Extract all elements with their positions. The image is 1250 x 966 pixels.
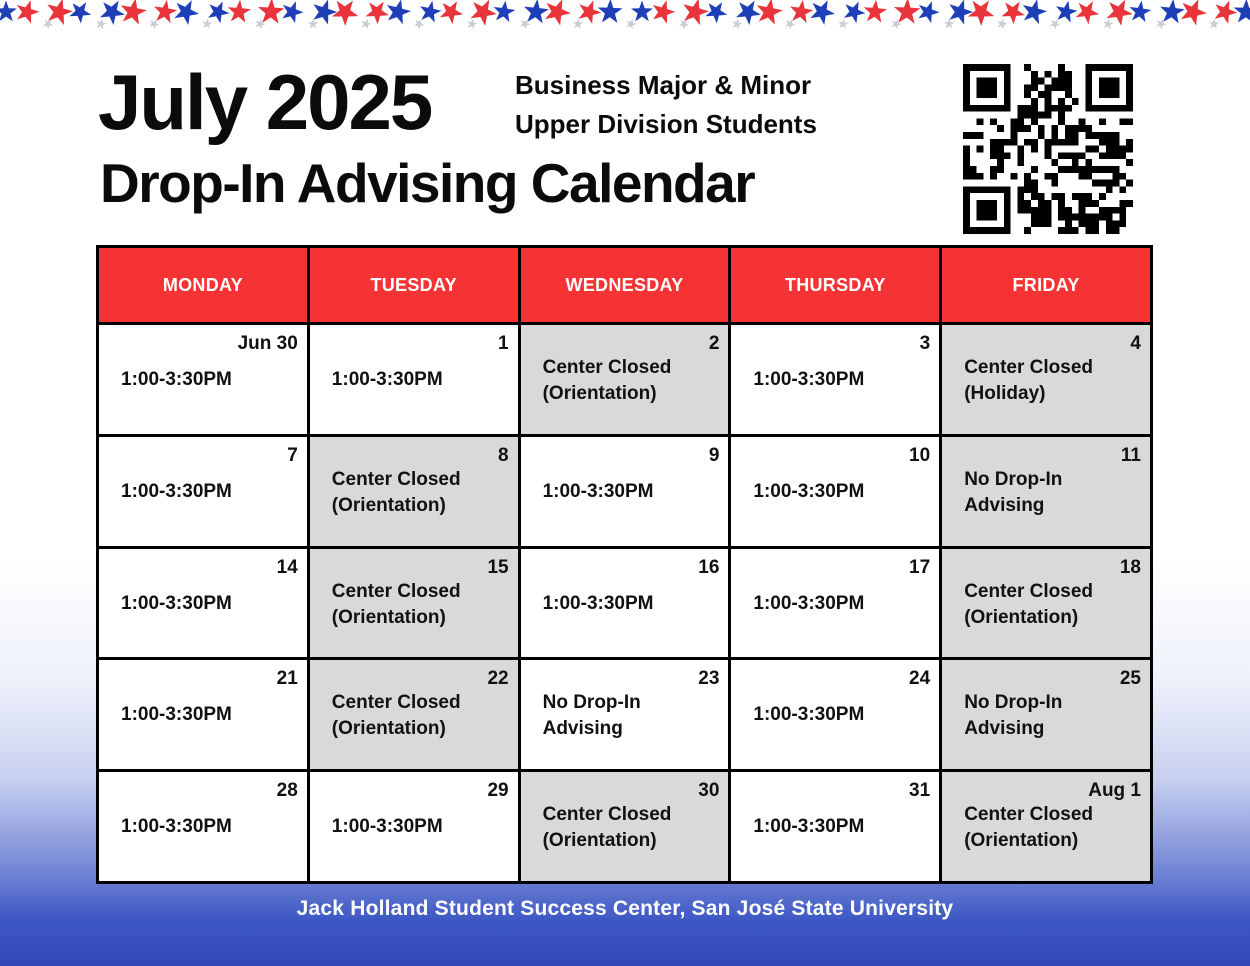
closure-note-line: (Orientation) (964, 830, 1079, 852)
calendar-day-cell (99, 437, 307, 546)
closure-note (964, 467, 1062, 519)
day-header: WEDNESDAY (521, 248, 729, 322)
calendar-day-cell (521, 772, 729, 881)
calendar-day-cell (99, 772, 307, 881)
day-number: 23 (698, 668, 720, 690)
closure-note-line: Center Closed (542, 804, 672, 826)
day-number: 1 (498, 333, 509, 354)
day-number: 29 (487, 780, 509, 802)
closure-note-line: Center Closed (964, 357, 1093, 378)
qr-code-icon[interactable] (963, 64, 1133, 234)
calendar-day-cell (99, 660, 307, 769)
advising-hours: 1:00-3:30PM (753, 704, 865, 726)
day-number: 31 (909, 780, 931, 802)
day-number: 8 (498, 444, 509, 466)
calendar-day-cell (942, 660, 1150, 769)
advising-hours: 1:00-3:30PM (331, 816, 443, 838)
closure-note (543, 690, 641, 742)
calendar-day-cell (521, 549, 729, 658)
advising-hours: 1:00-3:30PM (121, 592, 232, 614)
calendar-day-cell (99, 549, 307, 658)
advising-hours: 1:00-3:30PM (753, 592, 865, 614)
closure-note-line: (Orientation) (331, 494, 446, 516)
day-number: 2 (708, 333, 720, 354)
closure-note (964, 802, 1093, 854)
closure-note-line: (Orientation) (542, 383, 657, 404)
calendar-day-cell (731, 437, 939, 546)
calendar-day-cell (731, 772, 939, 881)
closure-note (964, 355, 1093, 407)
day-number: 16 (698, 556, 720, 578)
calendar-day-cell (99, 325, 307, 434)
day-number: 28 (276, 780, 298, 802)
calendar-day-cell (310, 437, 518, 546)
calendar-day-cell (942, 549, 1150, 658)
day-number: 30 (698, 780, 720, 802)
closure-note (332, 690, 461, 742)
closure-note (332, 467, 461, 519)
advising-hours: 1:00-3:30PM (121, 704, 232, 726)
closure-note-line: Center Closed (964, 804, 1093, 826)
closure-note-line: (Orientation) (331, 606, 446, 628)
day-header: FRIDAY (942, 248, 1150, 322)
closure-note-line: No Drop-In (964, 468, 1063, 490)
advising-hours: 1:00-3:30PM (121, 369, 232, 390)
closure-note (964, 690, 1062, 742)
advising-hours: 1:00-3:30PM (542, 480, 654, 502)
closure-note-line: Center Closed (331, 580, 461, 602)
day-header: THURSDAY (731, 248, 939, 322)
closure-note-line: (Orientation) (542, 830, 657, 852)
day-number: 15 (487, 556, 509, 578)
day-number: 24 (909, 668, 931, 690)
closure-note-line: Advising (542, 718, 623, 740)
closure-note-line: No Drop-In (542, 692, 641, 714)
closure-note (964, 579, 1093, 631)
calendar-day-cell (310, 549, 518, 658)
day-number: Jun 30 (237, 333, 298, 354)
advising-hours: 1:00-3:30PM (121, 816, 232, 838)
calendar-day-cell (942, 437, 1150, 546)
day-number: 11 (1120, 444, 1141, 466)
advising-hours: 1:00-3:30PM (753, 480, 865, 502)
footer-text: Jack Holland Student Success Center, San José State University (296, 897, 954, 920)
calendar-day-cell (521, 325, 729, 434)
page-subtitle: Drop-In Advising Calendar (100, 152, 755, 214)
day-number: 10 (909, 444, 931, 466)
calendar-day-cell (310, 660, 518, 769)
closure-note-line: No Drop-In (964, 692, 1063, 714)
stars-border-icon (0, 0, 1250, 34)
closure-note (543, 802, 672, 854)
closure-note (543, 355, 672, 407)
advising-hours: 1:00-3:30PM (753, 816, 865, 838)
day-number: Aug 1 (1088, 780, 1141, 802)
day-header: TUESDAY (310, 248, 518, 322)
calendar-day-cell (310, 772, 518, 881)
day-header: MONDAY (99, 248, 307, 322)
advising-hours: 1:00-3:30PM (753, 369, 865, 390)
calendar-day-cell (942, 772, 1150, 881)
day-number: 17 (909, 556, 931, 578)
day-number: 4 (1130, 333, 1141, 354)
closure-note-line: Advising (964, 494, 1045, 516)
calendar-grid (96, 245, 1153, 884)
page-title: July 2025 (98, 58, 432, 146)
closure-note-line: Center Closed (964, 580, 1093, 602)
audience-line-1: Business Major & Minor (515, 70, 812, 100)
advising-hours: 1:00-3:30PM (121, 480, 232, 502)
calendar-day-cell (731, 325, 939, 434)
calendar-day-cell (521, 660, 729, 769)
day-number: 25 (1119, 668, 1141, 690)
calendar-day-cell (942, 325, 1150, 434)
audience-line-2: Upper Division Students (515, 109, 817, 139)
closure-note (332, 579, 461, 631)
day-number: 22 (487, 668, 509, 690)
calendar-day-cell (731, 549, 939, 658)
closure-note-line: Advising (964, 718, 1045, 740)
day-number: 7 (287, 444, 298, 466)
audience-label (515, 66, 817, 144)
closure-note-line: Center Closed (542, 357, 672, 378)
closure-note-line: (Orientation) (964, 606, 1079, 628)
closure-note-line: (Holiday) (964, 383, 1046, 404)
calendar-day-cell (731, 660, 939, 769)
calendar-day-cell (521, 437, 729, 546)
day-number: 9 (708, 444, 720, 466)
day-number: 14 (276, 556, 298, 578)
day-number: 3 (919, 333, 931, 354)
closure-note-line: Center Closed (331, 692, 461, 714)
advising-hours: 1:00-3:30PM (331, 369, 443, 390)
day-number: 21 (276, 668, 298, 690)
advising-hours: 1:00-3:30PM (542, 592, 654, 614)
day-number: 18 (1119, 556, 1141, 578)
closure-note-line: (Orientation) (331, 718, 446, 740)
calendar-day-cell (310, 325, 518, 434)
closure-note-line: Center Closed (331, 468, 461, 490)
